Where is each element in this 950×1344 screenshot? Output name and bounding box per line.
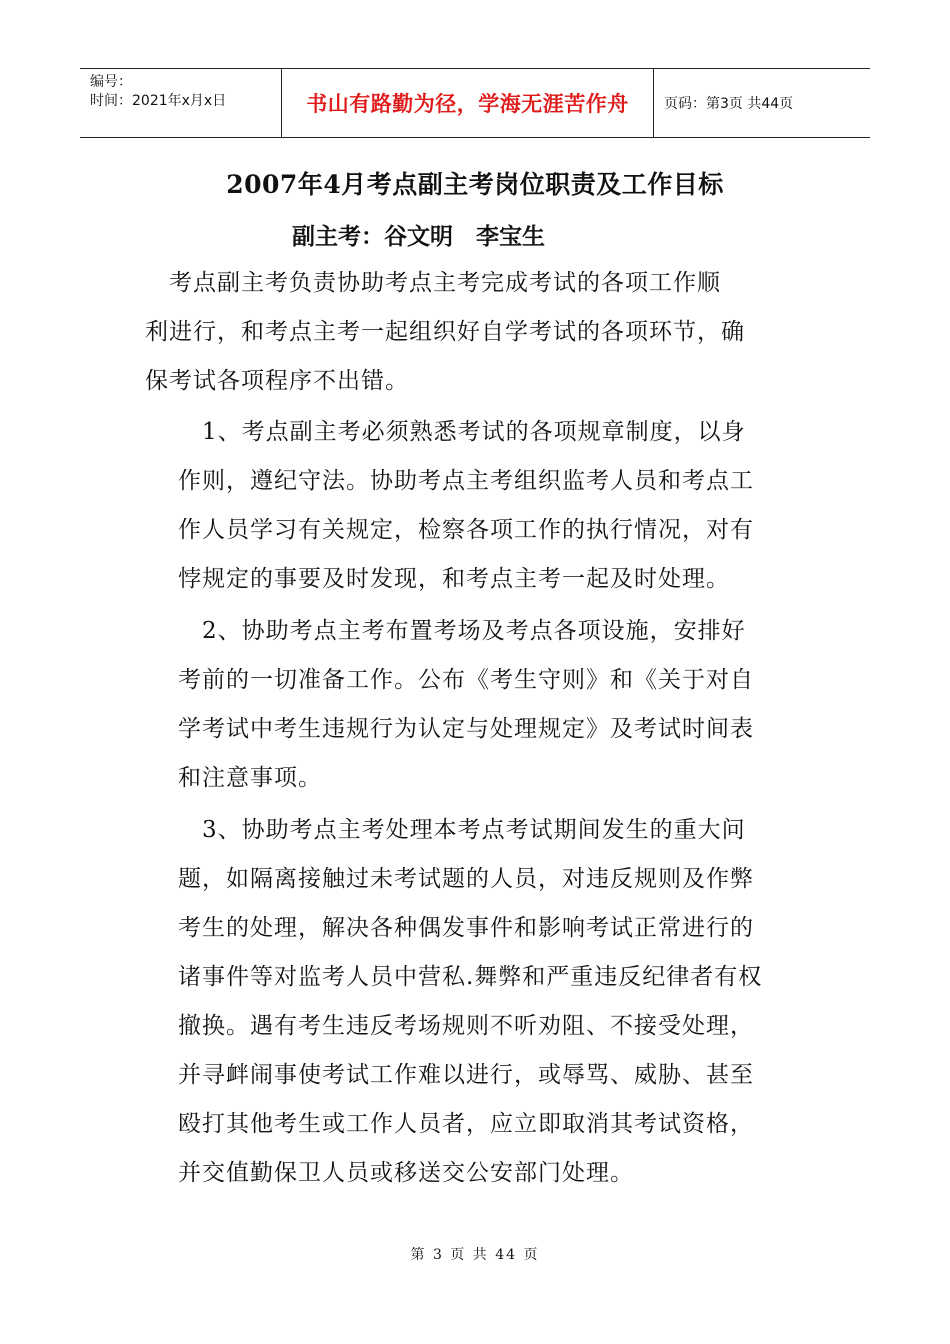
- paragraph-line: 悖规定的事要及时发现，和考点主考一起及时处理。: [178, 566, 730, 592]
- header-meta: [80, 69, 282, 137]
- page-footer: 第 3 页 共 44 页: [410, 1247, 540, 1263]
- paragraph-line: 1、考点副主考必须熟悉考试的各项规章制度，以身: [178, 419, 746, 445]
- paragraph-line: 利进行，和考点主考一起组织好自学考试的各项环节，确: [145, 319, 745, 345]
- paragraph-item-3: [178, 806, 762, 1198]
- paragraph-line: 殴打其他考生或工作人员者，应立即取消其考试资格，: [178, 1111, 754, 1137]
- paragraph-line: 考生的处理，解决各种偶发事件和影响考试正常进行的: [178, 915, 754, 941]
- page-header: [80, 68, 870, 138]
- header-motto-cell: [282, 69, 654, 137]
- paragraph-line: 3、协助考点主考处理本考点考试期间发生的重大问: [178, 817, 746, 843]
- paragraph-line: 考点副主考负责协助考点主考完成考试的各项工作顺: [145, 270, 721, 296]
- paragraph-line: 保考试各项程序不出错。: [145, 368, 409, 394]
- paragraph-line: 作则，遵纪守法。协助考点主考组织监考人员和考点工: [178, 468, 754, 494]
- header-page-info: 页码：第3页 共44页: [664, 96, 794, 112]
- document-subtitle: 副主考：谷文明 李宝生: [292, 223, 545, 250]
- paragraph-line: 2、协助考点主考布置考场及考点各项设施，安排好: [178, 618, 746, 644]
- document-title: 2007年4月考点副主考岗位职责及工作目标: [226, 170, 724, 199]
- paragraph-line: 诸事件等对监考人员中营私.舞弊和严重违反纪律者有权: [178, 964, 763, 990]
- paragraph-item-1: [178, 408, 754, 604]
- doc-number-label: 编号：: [90, 74, 132, 90]
- paragraph-line: 和注意事项。: [178, 765, 322, 791]
- paragraph-line: 题，如隔离接触过未考试题的人员，对违反规则及作弊: [178, 866, 754, 892]
- paragraph-line: 作人员学习有关规定，检察各项工作的执行情况，对有: [178, 517, 754, 543]
- paragraph-line: 撤换。遇有考生违反考场规则不听劝阻、不接受处理，: [178, 1013, 754, 1039]
- paragraph-line: 并寻衅闹事使考试工作难以进行，或辱骂、威胁、甚至: [178, 1062, 754, 1088]
- paragraph-line: 并交值勤保卫人员或移送交公安部门处理。: [178, 1160, 634, 1186]
- paragraph-intro: [145, 259, 745, 406]
- paragraph-item-2: [178, 607, 754, 803]
- paragraph-line: 考前的一切准备工作。公布《考生守则》和《关于对自: [178, 667, 754, 693]
- paragraph-line: 学考试中考生违规行为认定与处理规定》及考试时间表: [178, 716, 754, 742]
- doc-date: 时间：2021年x月x日: [90, 93, 227, 109]
- header-motto: 书山有路勤为径，学海无涯苦作舟: [306, 91, 629, 116]
